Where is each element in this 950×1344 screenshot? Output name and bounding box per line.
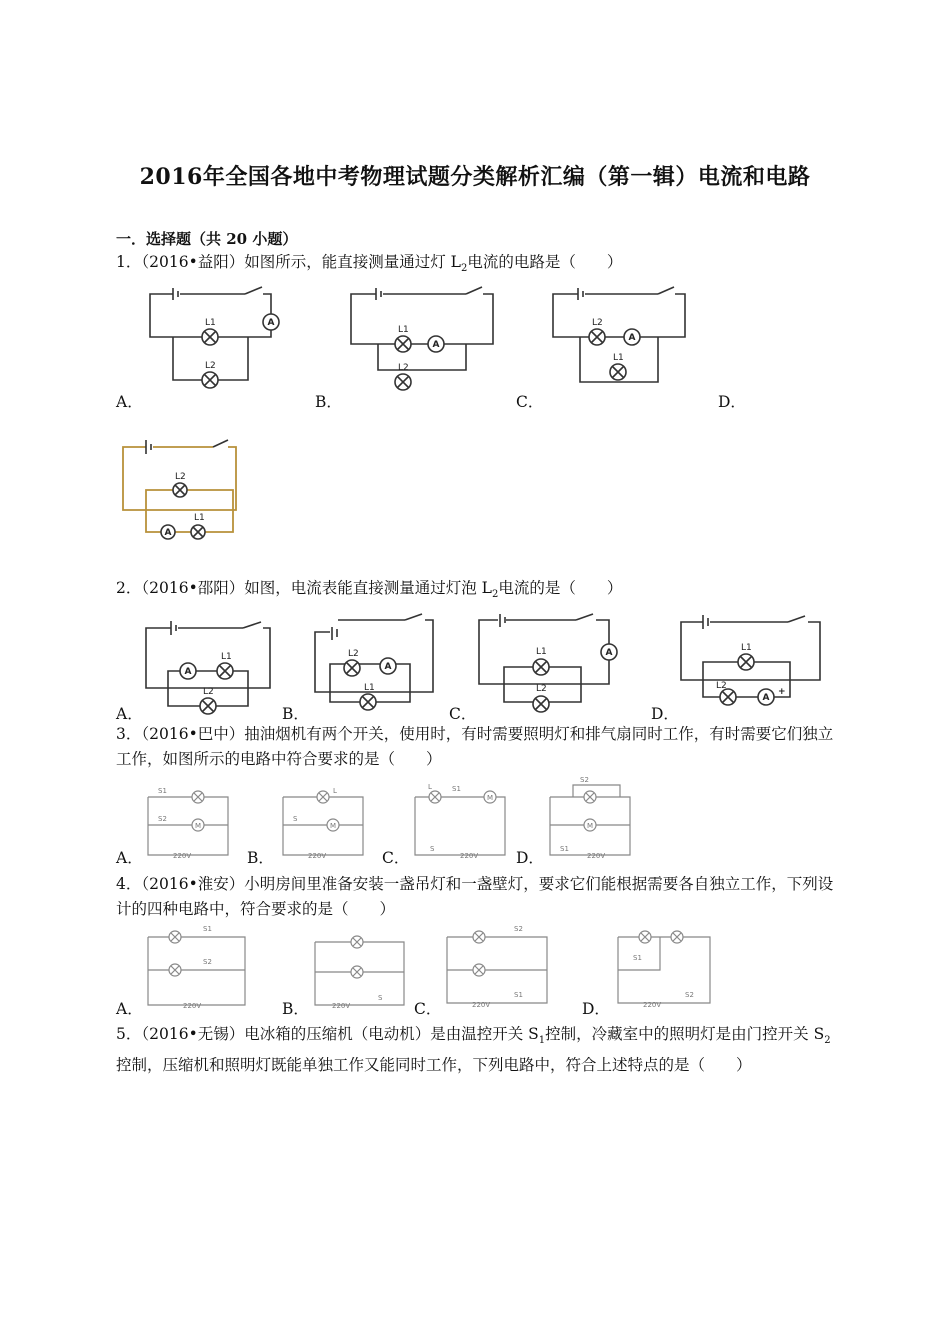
question-text: 电冰箱的压缩机（电动机）是由温控开关 S [244, 1025, 539, 1043]
lamp-label: L2 [205, 361, 216, 371]
switch-label: S1 [633, 954, 642, 962]
page-title: 2016年全国各地中考物理试题分类解析汇编（第一辑）电流和电路 [139, 164, 811, 190]
circuit-diagram-2b [310, 612, 440, 712]
circuit-diagram-3b [278, 785, 373, 860]
motor-label: M [195, 822, 202, 830]
ammeter-label: A [184, 667, 192, 677]
ammeter-label: A [267, 318, 275, 328]
ammeter-label: A [164, 528, 172, 538]
circuit-diagram-4c [444, 925, 554, 1010]
voltage-label: 220V [308, 852, 327, 860]
lamp-label: L1 [741, 643, 752, 653]
option-c[interactable]: C． [414, 1000, 442, 1018]
question-number: 2． [116, 579, 142, 597]
switch-label: S2 [514, 925, 523, 933]
lamp-label: L2 [175, 472, 186, 482]
circuit-diagram-1b [348, 282, 498, 397]
subscript: 2 [824, 1035, 831, 1047]
switch-label: S2 [580, 776, 589, 784]
switch-label: S2 [203, 958, 212, 966]
option-b[interactable]: B． [247, 849, 274, 867]
question-source: （2016•益阳） [141, 253, 245, 271]
terminal-plus: + [778, 687, 786, 697]
motor-label: M [587, 822, 594, 830]
option-d[interactable]: D． [582, 1000, 610, 1018]
switch-label: S [430, 845, 435, 853]
lamp-label: L [428, 783, 432, 791]
question-text: 控制，压缩机和照明灯既能单独工作又能同时工作，下列电路中，符合上述特点的是（ ） [116, 1056, 752, 1075]
lamp-label: L2 [398, 363, 409, 373]
voltage-label: 220V [183, 1002, 202, 1010]
switch-label: S [378, 994, 383, 1002]
option-b[interactable]: B． [282, 705, 309, 723]
lamp-label: L2 [592, 318, 603, 328]
circuit-diagram-3d [545, 775, 640, 860]
switch-label: S2 [685, 991, 694, 999]
circuit-diagram-1c [550, 282, 700, 392]
lamp-label: L2 [716, 681, 727, 691]
option-c[interactable]: C． [382, 849, 410, 867]
option-d[interactable]: D． [516, 849, 544, 867]
option-a[interactable]: A． [116, 705, 143, 723]
lamp-label: L1 [536, 647, 547, 657]
circuit-diagram-2a [143, 616, 273, 716]
question-1 [116, 250, 838, 281]
question-number: 5． [116, 1025, 142, 1043]
ammeter-label: A [762, 693, 770, 703]
lamp-label: L [333, 787, 337, 795]
question-number: 4． [116, 875, 142, 893]
lamp-label: L1 [221, 652, 232, 662]
switch-label: S1 [203, 925, 212, 933]
question-text: 电流的电路是（ ） [467, 253, 623, 271]
lamp-label: L1 [205, 318, 216, 328]
lamp-label: L1 [194, 513, 205, 523]
switch-label: S1 [452, 785, 461, 793]
circuit-diagram-1d [118, 435, 243, 545]
circuit-diagram-4d [615, 925, 715, 1010]
circuit-diagram-4b [312, 930, 412, 1010]
question-source: （2016•无锡） [141, 1025, 245, 1043]
voltage-label: 220V [643, 1001, 662, 1009]
question-4 [116, 872, 838, 922]
section-heading: 一．选择题（共 20 小题） [116, 230, 298, 248]
lamp-label: L1 [398, 325, 409, 335]
question-text: 控制，冷藏室中的照明灯是由门控开关 S [545, 1025, 825, 1043]
lamp-label: L1 [613, 353, 624, 363]
voltage-label: 220V [460, 852, 479, 860]
circuit-diagram-3c [410, 785, 510, 860]
option-d[interactable]: D． [718, 393, 746, 411]
question-text: 电流的是（ ） [498, 579, 623, 597]
option-b[interactable]: B． [282, 1000, 309, 1018]
switch-label: S1 [158, 787, 167, 795]
lamp-label: L2 [536, 684, 547, 694]
voltage-label: 220V [472, 1001, 491, 1009]
question-number: 1． [116, 253, 142, 271]
question-2 [116, 576, 838, 607]
option-d[interactable]: D． [651, 705, 679, 723]
question-source: （2016•巴中） [141, 725, 245, 743]
ammeter-label: A [605, 648, 613, 658]
motor-label: M [487, 794, 494, 802]
subscript: 1 [538, 1035, 546, 1047]
option-a[interactable]: A． [116, 1000, 143, 1018]
motor-label: M [330, 822, 337, 830]
question-3 [116, 722, 838, 772]
option-c[interactable]: C． [449, 705, 477, 723]
voltage-label: 220V [332, 1002, 351, 1010]
question-5 [116, 1022, 838, 1078]
circuit-diagram-4a [145, 925, 255, 1010]
question-text: 小明房间里准备安装一盏吊灯和一盏壁灯，要求它们能根据需要各自独立工作，下列设计的四种电路中，符合要求的是（ ） [116, 875, 834, 918]
switch-label: S1 [560, 845, 569, 853]
switch-label: S1 [514, 991, 523, 999]
question-text: 抽油烟机有两个开关，使用时，有时需要照明灯和排气扇同时工作，有时需要它们独立工作，如图所示的电路中符合要求的是（ ） [116, 725, 834, 768]
ammeter-label: A [432, 340, 440, 350]
ammeter-label: A [628, 333, 636, 343]
lamp-label: L2 [348, 649, 359, 659]
option-a[interactable]: A． [116, 849, 143, 867]
lamp-label: L2 [203, 687, 214, 697]
switch-label: S [293, 815, 298, 823]
option-c[interactable]: C． [516, 393, 544, 411]
circuit-diagram-3a [143, 785, 238, 860]
circuit-diagram-1a [145, 282, 295, 392]
question-number: 3． [116, 725, 142, 743]
voltage-label: 220V [173, 852, 192, 860]
question-text: 如图，电流表能直接测量通过灯泡 L [244, 579, 492, 597]
question-text: 如图所示，能直接测量通过灯 L [244, 253, 461, 271]
ammeter-label: A [384, 662, 392, 672]
switch-label: S2 [158, 815, 167, 823]
option-a[interactable]: A． [116, 393, 143, 411]
circuit-diagram-2c [476, 612, 626, 712]
question-source: （2016•邵阳） [141, 579, 245, 597]
subscript: 2 [491, 589, 499, 601]
lamp-label: L1 [364, 683, 375, 693]
voltage-label: 220V [587, 852, 606, 860]
question-source: （2016•淮安） [141, 875, 245, 893]
subscript: 2 [460, 263, 468, 275]
option-b[interactable]: B． [315, 393, 342, 411]
circuit-diagram-2d [678, 612, 828, 712]
